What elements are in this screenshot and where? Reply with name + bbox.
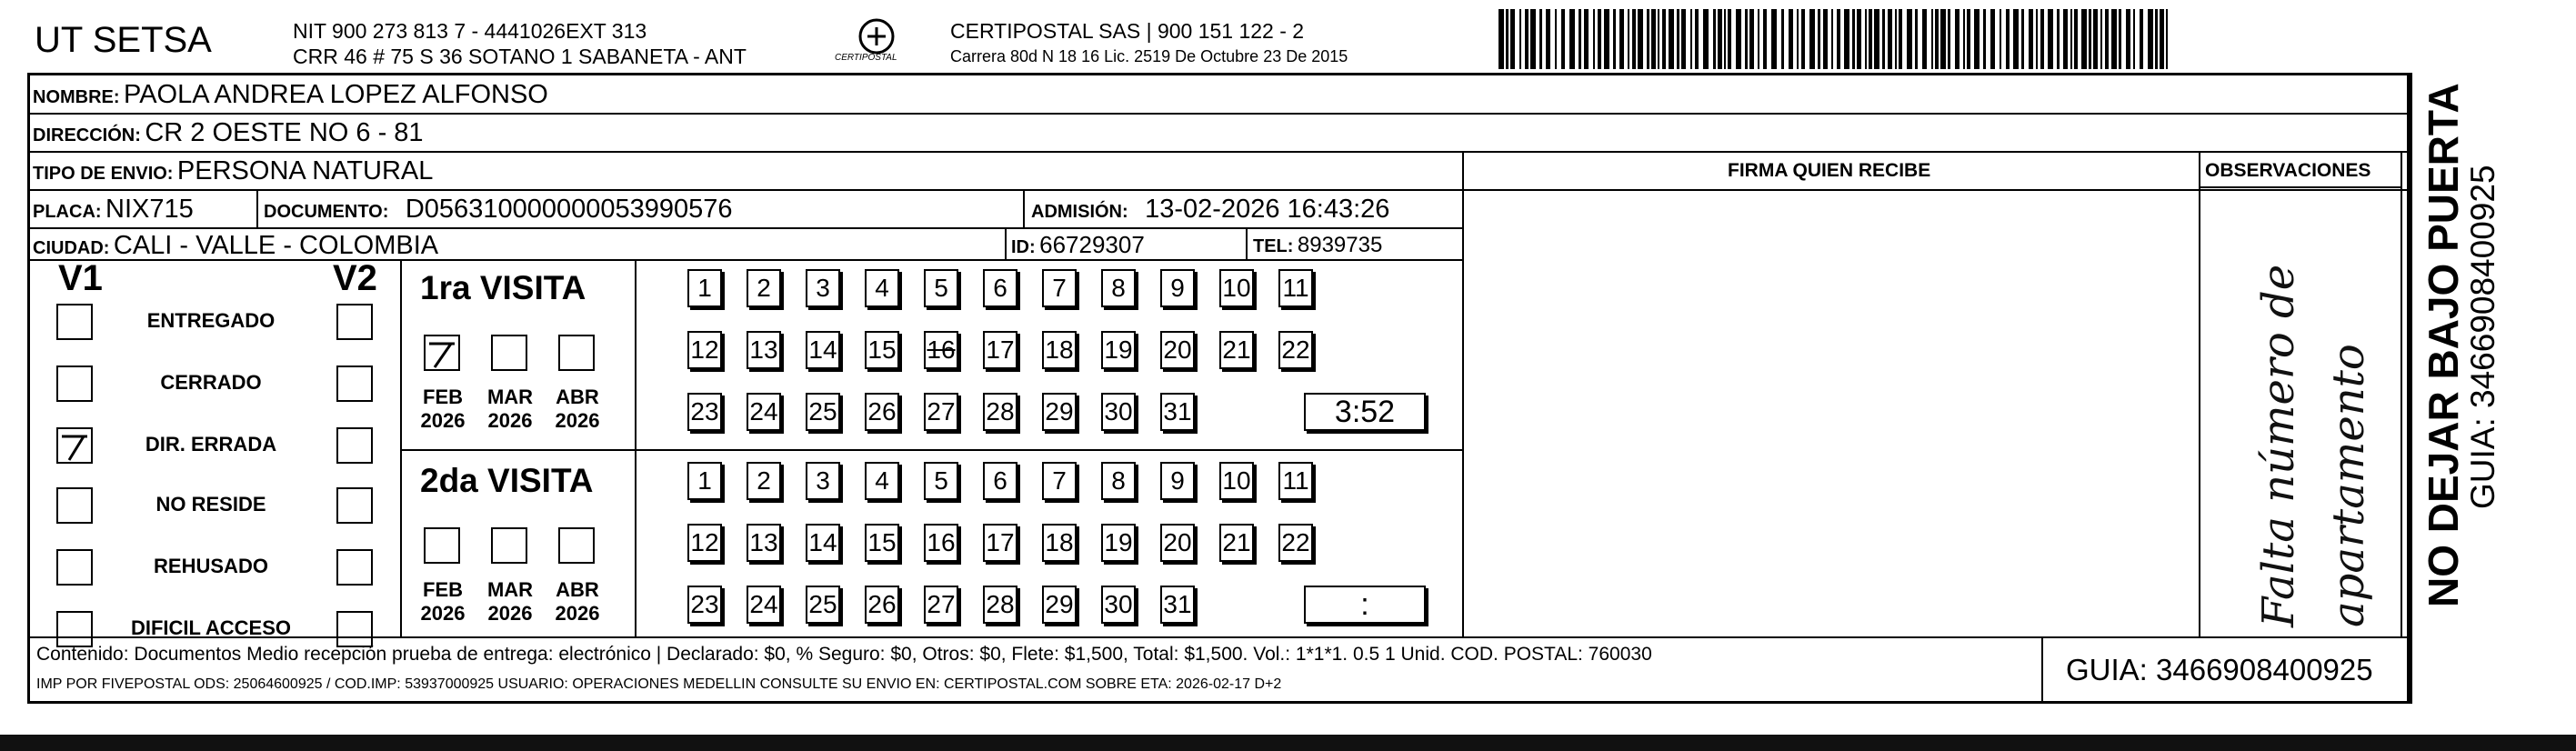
barcode-bar — [1857, 9, 1861, 69]
shipment-type-value: PERSONA NATURAL — [176, 156, 434, 185]
barcode-bar — [1888, 9, 1892, 69]
checkmark-icon — [58, 429, 91, 462]
day-box[interactable]: 24 — [747, 393, 781, 431]
day-box[interactable]: 7 — [1042, 269, 1077, 307]
recipient-name-row — [33, 80, 548, 110]
month-checkbox[interactable] — [424, 335, 460, 371]
barcode-bar — [2140, 9, 2143, 69]
barcode-bar — [1619, 9, 1624, 69]
shipment-type-row — [33, 156, 433, 186]
day-box[interactable]: 17 — [983, 524, 1017, 562]
day-box[interactable]: 11 — [1278, 462, 1313, 500]
barcode-bar — [1539, 9, 1542, 69]
logo-text: CERTIPOSTAL — [835, 53, 897, 63]
barcode-bar — [2040, 9, 2044, 69]
barcode-bar — [1506, 9, 1509, 69]
month-label — [478, 578, 542, 626]
divider — [1462, 151, 1464, 636]
footer-print-line: IMP POR FIVEPOSTAL ODS: 25064600925 / COD.IMP: 53937000925 USUARIO: OPERACIONES MEDELLIN CONSULTE SU ENVIO EN: CERTIPOSTAL.COM SOBRE ETA: 2026-02-17 D+2 — [36, 676, 1282, 692]
divider — [635, 259, 636, 636]
day-box[interactable]: 15 — [865, 524, 899, 562]
barcode-bar — [1990, 9, 1995, 69]
v2-checkbox[interactable] — [336, 487, 373, 524]
day-box[interactable]: 30 — [1101, 586, 1136, 624]
nit-line: NIT 900 273 813 7 - 4441026EXT 313 — [293, 19, 647, 43]
day-box[interactable]: 5 — [924, 269, 958, 307]
name-label: NOMBRE: — [33, 87, 120, 107]
barcode-bar — [1895, 9, 1897, 69]
day-box[interactable]: 23 — [687, 586, 722, 624]
barcode-bar — [1604, 9, 1609, 69]
id-label: ID: — [1011, 237, 1036, 257]
day-box[interactable]: 16 — [924, 524, 958, 562]
time-box[interactable]: 3:52 — [1304, 393, 1426, 431]
barcode-bar — [2063, 9, 2068, 69]
guide-number: GUIA: 3466908400925 — [2066, 653, 2373, 686]
v2-checkbox[interactable] — [336, 427, 373, 464]
barcode-bar — [1658, 9, 1659, 69]
barcode-bar — [1931, 9, 1933, 69]
barcode-bar — [1713, 9, 1716, 69]
status-label: ENTREGADO — [146, 309, 276, 332]
admission-row — [1031, 195, 1389, 225]
document-label: DOCUMENTO: — [264, 202, 389, 222]
barcode-bar — [1651, 9, 1656, 69]
barcode-bar — [2029, 9, 2033, 69]
barcode-bar — [1736, 9, 1741, 69]
status-label: NO RESIDE — [155, 493, 266, 516]
divider — [400, 449, 1464, 451]
frame-right-border — [2410, 73, 2412, 704]
barcode-bar — [1869, 9, 1872, 69]
barcode-bar — [1837, 9, 1840, 69]
day-box[interactable]: 2 — [747, 269, 781, 307]
barcode-bar — [2166, 9, 2168, 69]
divider — [1246, 227, 1248, 259]
month-year: 2026 — [487, 602, 533, 625]
day-box[interactable]: 31 — [1160, 393, 1195, 431]
day-box[interactable]: 22 — [1278, 524, 1313, 562]
day-box[interactable]: 13 — [747, 524, 781, 562]
divider — [2199, 186, 2401, 188]
day-box[interactable]: 4 — [865, 462, 899, 500]
day-box[interactable]: 15 — [865, 331, 899, 369]
barcode-bar — [1948, 9, 1950, 69]
barcode-bar — [1695, 9, 1699, 69]
divider — [2199, 151, 2200, 636]
day-box[interactable]: 12 — [687, 331, 722, 369]
barcode-bar — [1865, 9, 1867, 69]
v1-checkbox[interactable] — [56, 549, 93, 586]
v1-checkbox[interactable] — [56, 365, 93, 402]
observations-label: OBSERVACIONES — [2205, 160, 2371, 181]
day-box[interactable]: 19 — [1101, 524, 1136, 562]
document-row — [264, 195, 733, 225]
day-box[interactable]: 8 — [1101, 462, 1136, 500]
barcode-bar — [1967, 9, 1970, 69]
divider — [2041, 636, 2043, 704]
barcode-bar — [2048, 9, 2053, 69]
barcode-bar — [1593, 9, 1595, 69]
barcode-bar — [1638, 9, 1643, 69]
barcode-bar — [2160, 9, 2164, 69]
barcode-bar — [1749, 9, 1754, 69]
barcode-bar — [1781, 9, 1784, 69]
barcode-bar — [1844, 9, 1849, 69]
barcode-bar — [1823, 9, 1828, 69]
day-box[interactable]: 10 — [1219, 462, 1254, 500]
barcode-bar — [2021, 9, 2024, 69]
barcode-bar — [1771, 9, 1777, 69]
day-box[interactable]: 5 — [924, 462, 958, 500]
tel-label: TEL: — [1253, 236, 1294, 256]
barcode-bar — [1525, 9, 1529, 69]
v2-checkbox[interactable] — [336, 549, 373, 586]
barcode-bar — [2006, 9, 2010, 69]
month-checkbox[interactable] — [424, 527, 460, 564]
day-box[interactable]: 1 — [687, 269, 722, 307]
month-checkbox[interactable] — [558, 335, 595, 371]
observation-handwriting-line1: Falta número de — [2253, 264, 2304, 627]
day-box[interactable]: 3 — [806, 462, 840, 500]
barcode-bar — [1584, 9, 1589, 69]
barcode-bar — [1569, 9, 1575, 69]
month-year: 2026 — [555, 602, 600, 625]
barcode-bar — [1724, 9, 1726, 69]
day-box[interactable]: 26 — [865, 586, 899, 624]
v2-label: V2 — [333, 258, 377, 298]
barcode-bar — [1940, 9, 1946, 69]
barcode-bar — [1647, 9, 1649, 69]
carrier-info — [950, 18, 1348, 69]
month-name: ABR — [556, 578, 599, 601]
day-box[interactable]: 14 — [806, 524, 840, 562]
day-box[interactable]: 25 — [806, 586, 840, 624]
day-box[interactable]: 9 — [1160, 462, 1195, 500]
day-box[interactable]: 16 — [924, 331, 958, 369]
barcode-bar — [1899, 9, 1902, 69]
barcode-bar — [2111, 9, 2117, 69]
divider — [256, 189, 258, 227]
barcode-bar — [1628, 9, 1629, 69]
barcode-bar — [1935, 9, 1939, 69]
month-year: 2026 — [420, 409, 466, 432]
barcode-bar — [1613, 9, 1616, 69]
day-box[interactable]: 8 — [1101, 269, 1136, 307]
barcode-bar — [2057, 9, 2060, 69]
side-warning: NO DEJAR BAJO PUERTA — [2420, 83, 2467, 607]
day-box[interactable]: 3 — [806, 269, 840, 307]
footer-content-line: Contenido: Documentos Medio recepción prueba de entrega: electrónico | Declarado: $0, % Seguro: $0, Otros: $0, Flete: $1,500, Total: $1,500. Vol.: 1*1*1. 0.5 1 Unid. COD. POSTAL: 760030 — [36, 644, 1652, 665]
day-box[interactable]: 20 — [1160, 524, 1195, 562]
v1-checkbox[interactable] — [56, 427, 93, 464]
day-box[interactable]: 26 — [865, 393, 899, 431]
document-value: D056310000000053990576 — [405, 195, 733, 224]
day-box[interactable]: 2 — [747, 462, 781, 500]
day-box[interactable]: 29 — [1042, 586, 1077, 624]
day-box[interactable]: 21 — [1219, 331, 1254, 369]
admission-value: 13-02-2026 16:43:26 — [1145, 195, 1390, 224]
id-row — [1011, 231, 1145, 259]
divider — [27, 636, 2410, 638]
day-box[interactable]: 21 — [1219, 524, 1254, 562]
barcode-bar — [2133, 9, 2135, 69]
address-label: DIRECCIÓN: — [33, 125, 141, 145]
barcode-bar — [1974, 9, 1980, 69]
day-box[interactable]: 22 — [1278, 331, 1313, 369]
month-name: FEB — [423, 578, 463, 601]
month-label — [546, 386, 609, 433]
barcode-bar — [1510, 9, 1515, 69]
barcode-bar — [2081, 9, 2087, 69]
plate-label: PLACA: — [33, 202, 102, 222]
day-box[interactable]: 31 — [1160, 586, 1195, 624]
time-box[interactable]: : — [1304, 586, 1426, 624]
barcode-bar — [1852, 9, 1855, 69]
checkmark-icon — [426, 336, 458, 369]
barcode-bar — [2089, 9, 2091, 69]
barcode-bar — [1955, 9, 1960, 69]
day-box[interactable]: 14 — [806, 331, 840, 369]
address-value: CR 2 OESTE NO 6 - 81 — [145, 118, 424, 147]
month-label — [411, 386, 475, 433]
plate-value: NIX715 — [105, 195, 194, 224]
month-checkbox[interactable] — [491, 527, 527, 564]
month-label — [546, 578, 609, 626]
city-label: CIUDAD: — [33, 238, 110, 258]
day-box[interactable]: 6 — [983, 462, 1017, 500]
barcode-bar — [1797, 9, 1799, 69]
barcode-bar — [2070, 9, 2072, 69]
day-box[interactable]: 23 — [687, 393, 722, 431]
admission-label: ADMISIÓN: — [1031, 202, 1128, 222]
barcode-bar — [1561, 9, 1565, 69]
barcode-bar — [1632, 9, 1636, 69]
barcode-bar — [2100, 9, 2102, 69]
barcode-bar — [2155, 9, 2158, 69]
barcode-bar — [1728, 9, 1731, 69]
tel-row — [1253, 233, 1382, 258]
day-box[interactable]: 6 — [983, 269, 1017, 307]
divider — [27, 227, 1464, 229]
v2-checkbox[interactable] — [336, 304, 373, 340]
v1-checkbox[interactable] — [56, 611, 93, 647]
status-label: DIR. ERRADA — [145, 433, 277, 456]
day-box[interactable]: 1 — [687, 462, 722, 500]
city-value: CALI - VALLE - COLOMBIA — [113, 231, 439, 260]
tel-value: 8939735 — [1297, 233, 1383, 257]
day-box[interactable]: 18 — [1042, 524, 1077, 562]
barcode-bar — [1703, 9, 1709, 69]
day-box[interactable]: 27 — [924, 393, 958, 431]
carrier-license: Carrera 80d N 18 16 Lic. 2519 De Octubre 23 De 2015 — [950, 47, 1348, 65]
barcode-bar — [2013, 9, 2019, 69]
barcode-bar — [1669, 9, 1674, 69]
v1-label: V1 — [58, 258, 103, 298]
company-info — [293, 18, 747, 69]
barcode-bar — [1519, 9, 1521, 69]
observation-handwriting-line2: apartamento — [2323, 344, 2374, 627]
status-label: REHUSADO — [154, 555, 268, 577]
divider — [2401, 151, 2402, 636]
barcode-bar — [1498, 9, 1504, 69]
company-name: UT SETSA — [35, 20, 212, 60]
barcode-bar — [2119, 9, 2121, 69]
divider — [27, 189, 2410, 191]
month-label — [478, 386, 542, 433]
barcode — [1498, 9, 2171, 69]
barcode-bar — [2126, 9, 2130, 69]
barcode-bar — [1555, 9, 1557, 69]
day-box[interactable]: 18 — [1042, 331, 1077, 369]
day-box[interactable]: 11 — [1278, 269, 1313, 307]
divider — [400, 259, 402, 636]
barcode-bar — [1963, 9, 1965, 69]
barcode-bar — [1530, 9, 1536, 69]
divider — [1023, 189, 1025, 227]
barcode-bar — [1809, 9, 1815, 69]
barcode-bar — [1983, 9, 1986, 69]
barcode-bar — [1546, 9, 1550, 69]
day-box[interactable]: 24 — [747, 586, 781, 624]
barcode-bar — [1579, 9, 1581, 69]
v2-checkbox[interactable] — [336, 611, 373, 647]
month-year: 2026 — [555, 409, 600, 432]
v1-checkbox[interactable] — [56, 487, 93, 524]
bottom-strip — [0, 735, 2576, 751]
divider — [1005, 227, 1007, 259]
plate-row — [33, 195, 194, 225]
barcode-bar — [1915, 9, 1918, 69]
day-box[interactable]: 27 — [924, 586, 958, 624]
day-box[interactable]: 13 — [747, 331, 781, 369]
barcode-bar — [2074, 9, 2078, 69]
barcode-bar — [1801, 9, 1805, 69]
first-visit-title: 1ra VISITA — [420, 269, 586, 306]
shipment-type-label: TIPO DE ENVIO: — [33, 164, 174, 184]
divider — [27, 151, 2410, 153]
barcode-bar — [2036, 9, 2038, 69]
barcode-bar — [2148, 9, 2153, 69]
day-box[interactable]: 12 — [687, 524, 722, 562]
second-visit-title: 2da VISITA — [420, 462, 594, 499]
carrier-line: CERTIPOSTAL SAS | 900 151 122 - 2 — [950, 19, 1305, 43]
month-year: 2026 — [420, 602, 466, 625]
day-box[interactable]: 10 — [1219, 269, 1254, 307]
address-row — [33, 118, 424, 148]
month-name: FEB — [423, 386, 463, 408]
barcode-bar — [1763, 9, 1767, 69]
barcode-bar — [1789, 9, 1793, 69]
signature-label: FIRMA QUIEN RECIBE — [1728, 160, 1931, 181]
day-box[interactable]: 25 — [806, 393, 840, 431]
barcode-bar — [2105, 9, 2109, 69]
barcode-bar — [1907, 9, 1912, 69]
day-box[interactable]: 19 — [1101, 331, 1136, 369]
day-box[interactable]: 7 — [1042, 462, 1077, 500]
day-box[interactable]: 28 — [983, 586, 1017, 624]
id-value: 66729307 — [1039, 231, 1145, 258]
city-row — [33, 231, 438, 261]
barcode-bar — [1818, 9, 1820, 69]
barcode-bar — [1874, 9, 1879, 69]
status-label: DIFICIL ACCESO — [130, 616, 291, 639]
side-guide-number: GUIA: 3466908400925 — [2464, 165, 2501, 509]
status-label: CERRADO — [160, 371, 262, 394]
month-checkbox[interactable] — [558, 527, 595, 564]
day-box[interactable]: 30 — [1101, 393, 1136, 431]
day-box[interactable]: 9 — [1160, 269, 1195, 307]
month-name: MAR — [486, 578, 534, 601]
barcode-bar — [1662, 9, 1666, 69]
v2-checkbox[interactable] — [336, 365, 373, 402]
recipient-name: PAOLA ANDREA LOPEZ ALFONSO — [124, 80, 548, 109]
address-line: CRR 46 # 75 S 36 SOTANO 1 SABANETA - ANT — [293, 45, 747, 68]
barcode-bar — [2000, 9, 2001, 69]
barcode-bar — [1681, 9, 1686, 69]
divider — [27, 113, 2410, 115]
day-box[interactable]: 28 — [983, 393, 1017, 431]
barcode-bar — [1718, 9, 1722, 69]
barcode-bar — [1745, 9, 1748, 69]
v1-checkbox[interactable] — [56, 304, 93, 340]
month-checkbox[interactable] — [491, 335, 527, 371]
barcode-bar — [2093, 9, 2098, 69]
month-name: MAR — [486, 386, 534, 408]
barcode-bar — [1690, 9, 1692, 69]
barcode-bar — [1922, 9, 1927, 69]
barcode-bar — [1598, 9, 1601, 69]
month-name: ABR — [556, 386, 599, 408]
barcode-bar — [1882, 9, 1885, 69]
day-box[interactable]: 17 — [983, 331, 1017, 369]
day-box[interactable]: 20 — [1160, 331, 1195, 369]
day-box[interactable]: 4 — [865, 269, 899, 307]
month-label — [411, 578, 475, 626]
barcode-bar — [1677, 9, 1679, 69]
month-year: 2026 — [487, 409, 533, 432]
barcode-bar — [1831, 9, 1833, 69]
barcode-bar — [1758, 9, 1759, 69]
day-box[interactable]: 29 — [1042, 393, 1077, 431]
